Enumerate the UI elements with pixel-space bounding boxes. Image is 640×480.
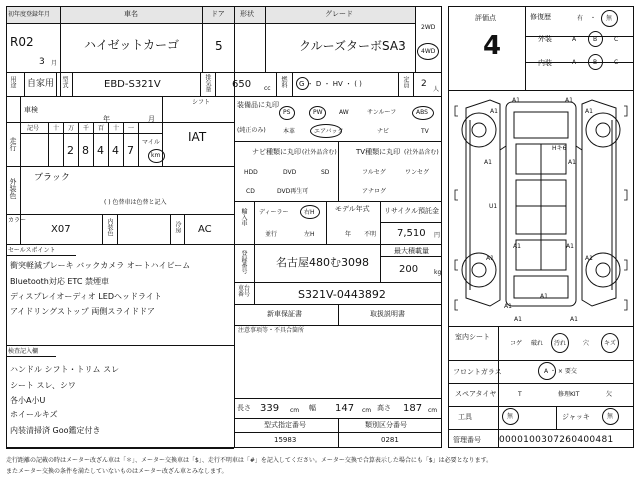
- inspector-note-line: 各小A小U: [10, 396, 46, 405]
- reg-year-value: R02: [10, 35, 34, 49]
- seat-burn: コゲ: [510, 340, 523, 347]
- width-label: 幅: [309, 404, 316, 412]
- digit-header-man: 万: [68, 125, 75, 132]
- mileage-mile-unit: マイル: [142, 139, 160, 146]
- exterior-grade-b: B: [593, 36, 598, 43]
- damage-mark: A1: [512, 97, 520, 104]
- repair-label: 修復歴: [530, 13, 551, 21]
- exterior-grade-a: A: [572, 36, 577, 43]
- usage-value: 自家用: [27, 79, 55, 89]
- sales-point-line: 衝突軽減ブレーキ バックカメラ オートハイビーム: [10, 261, 191, 270]
- color-code-label: カラー: [8, 217, 27, 224]
- equipment-title: 装備品に丸印: [237, 101, 279, 109]
- inspector-notes-label: 検査記入欄: [8, 348, 39, 355]
- notes-label: 注意事項等・不具合箇所: [238, 327, 305, 334]
- chassis-label: 車台番号: [238, 285, 251, 298]
- plate-value: 名古屋480む3098: [276, 256, 369, 269]
- height-value: 187: [403, 403, 423, 414]
- sales-point-line: ディスプレイオーディオ LEDヘッドライト: [10, 292, 162, 301]
- length-value: 339: [260, 403, 280, 414]
- sales-points-label: セールスポイント: [8, 247, 56, 254]
- drive-4wd-label: 4WD: [421, 48, 436, 55]
- digit-header-ichi: 一: [128, 125, 135, 132]
- damage-mark: A1: [486, 255, 494, 262]
- damage-mark: A1: [585, 108, 593, 115]
- equip-ps: PS: [283, 109, 291, 116]
- damage-mark: A1: [513, 243, 521, 250]
- reg-month-value: 3: [39, 57, 45, 67]
- model-year-unit: 年: [345, 231, 352, 238]
- equip-leather: 本革: [283, 128, 296, 135]
- model-label: 型式: [61, 76, 68, 88]
- management-value: 0000100307260400481: [499, 435, 614, 445]
- footer-line-2: またメーター交換の条件を満たしていないものはメーター改ざん車とみなします。: [6, 468, 228, 475]
- drive-2wd-label: 2WD: [421, 24, 436, 31]
- shape-label: 形状: [240, 10, 254, 18]
- management-label: 管理番号: [453, 436, 481, 444]
- cc-unit: cc: [264, 85, 271, 92]
- exterior-note: ( ) 色替車は色替と記入: [104, 199, 167, 206]
- model-year-label: モデル年式: [335, 205, 370, 213]
- interior-grade-c: C: [614, 59, 619, 66]
- recycle-value: 7,510: [397, 228, 426, 239]
- damage-mark: A1: [566, 243, 574, 250]
- reg-year-label: 初年度登録年月: [8, 11, 51, 18]
- height-label: 高さ: [377, 404, 391, 412]
- import-left: 左H: [304, 231, 315, 238]
- mileage-digit: 4: [112, 144, 119, 157]
- door-label: ドア: [211, 10, 225, 18]
- inspector-note-line: シート スレ、シワ: [10, 381, 76, 390]
- mileage-digit: 2: [67, 144, 74, 157]
- car-name-value: ハイゼットカーゴ: [84, 38, 180, 52]
- width-value: 147: [335, 403, 355, 414]
- month-unit: 月: [51, 60, 58, 67]
- type-no-value: 15983: [274, 436, 297, 444]
- exterior-color-value: ブラック: [34, 173, 70, 183]
- model-value: EBD-S321V: [104, 79, 161, 90]
- right-panel-frame: [448, 6, 634, 448]
- interior-grade-a: A: [572, 59, 577, 66]
- exterior-grade-c: C: [614, 36, 619, 43]
- width-unit: cm: [362, 407, 372, 414]
- inspector-note-line: ホイールキズ: [10, 410, 58, 419]
- seat-scratch: キズ: [604, 340, 616, 347]
- sales-point-line: アイドリングストップ 両側スライドドア: [10, 307, 155, 316]
- recycle-label: リサイクル預託金: [384, 207, 440, 215]
- digit-header-10man: 十: [53, 125, 60, 132]
- digit-header-sen: 千: [83, 125, 90, 132]
- mileage-digit: 7: [127, 144, 134, 157]
- inspection-label: 車検: [24, 106, 38, 114]
- type-no-label: 型式指定番号: [264, 421, 306, 429]
- front-glass-options: A ・ × 要交: [544, 368, 577, 375]
- recycle-unit: 円: [434, 232, 441, 239]
- digit-header-juu: 十: [113, 125, 120, 132]
- inspector-note-line: 内装清掃済 Goo鑑定付き: [10, 426, 101, 435]
- length-label: 長さ: [237, 404, 251, 412]
- new-car-warranty: 新車保証書: [267, 310, 302, 318]
- jack-none: 無: [607, 413, 614, 420]
- max-load-value: 200: [399, 264, 419, 275]
- max-load-unit: kg: [434, 269, 442, 276]
- capacity-unit: 人: [433, 86, 440, 93]
- navi-dvd-play: DVD再生可: [277, 188, 309, 195]
- damage-mark: A1: [540, 293, 548, 300]
- spare-kit: 修理KIT: [558, 391, 580, 398]
- equip-airbag: エアバック: [314, 128, 344, 135]
- navi-hdd: HDD: [244, 169, 258, 176]
- damage-mark: U1: [489, 203, 498, 210]
- class-no-value: 0281: [381, 436, 399, 444]
- tv-analog: アナログ: [362, 188, 387, 195]
- interior-grade-label: 内装: [538, 59, 552, 67]
- displacement-label: 排気量: [204, 74, 211, 92]
- navi-sub: (社外品含む): [302, 149, 337, 156]
- digit-header-hyaku: 百: [98, 125, 105, 132]
- damage-mark: A1: [568, 159, 576, 166]
- tv-sub: (社外品含む): [404, 149, 439, 156]
- damage-mark: A1: [570, 316, 578, 323]
- equip-aw: AW: [339, 109, 349, 116]
- inspector-note-line: ハンドル シフト・トリム スレ: [10, 365, 120, 374]
- class-no-label: 類別区分番号: [365, 421, 407, 429]
- model-year-unknown: 不明: [364, 231, 377, 238]
- score-value: 4: [483, 31, 502, 61]
- digit-header-sign: 記号: [27, 125, 40, 132]
- spare-t: T: [518, 391, 522, 398]
- fuel-options: G ・ D ・ HV ・ ( ): [299, 80, 362, 88]
- displacement-value: 650: [232, 79, 252, 90]
- mileage-digit: 4: [97, 144, 104, 157]
- tv-oneseg: ワンセグ: [405, 169, 430, 176]
- damage-mark: A1: [490, 108, 498, 115]
- damage-mark: A1: [504, 303, 512, 310]
- navi-cd: CD: [246, 188, 255, 195]
- mileage-km-unit: km: [151, 152, 161, 159]
- equip-navi: ナビ: [377, 128, 390, 135]
- equip-tv: TV: [421, 128, 429, 135]
- tv-fullseg: フルセグ: [362, 169, 386, 176]
- length-unit: cm: [290, 407, 300, 414]
- score-label: 評価点: [475, 14, 496, 22]
- exterior-grade-label: 外装: [538, 35, 552, 43]
- inspection-year-unit: 年: [103, 115, 110, 123]
- interior-grade-b: B: [593, 59, 598, 66]
- repair-none: 無: [606, 15, 613, 22]
- tv-title: TV種類に丸印: [356, 148, 401, 156]
- grade-label: グレード: [325, 10, 353, 18]
- grade-value: クルーズターボSA3: [299, 39, 406, 53]
- height-unit: cm: [428, 407, 438, 414]
- navi-title: ナビ種類に丸印: [252, 148, 301, 156]
- fuel-label: 燃料: [280, 76, 287, 88]
- exterior-label: 外装色: [9, 178, 17, 199]
- import-label: 輸入車: [240, 208, 247, 226]
- equip-abs: ABS: [416, 109, 428, 116]
- repair-yes: 有: [577, 15, 584, 22]
- import-right: 右H: [304, 209, 315, 216]
- spare-none: 欠: [606, 391, 613, 398]
- seat-tear: 破れ: [531, 340, 544, 347]
- plate-label: 登録番号: [240, 250, 247, 274]
- damage-mark: A1: [585, 255, 593, 262]
- ac-value: AC: [198, 224, 212, 235]
- max-load-label: 最大積載量: [394, 247, 429, 255]
- mileage-label: 走行: [9, 137, 17, 151]
- sales-point-line: Bluetooth対応 ETC 禁煙車: [10, 277, 109, 286]
- repair-dot: ・: [590, 15, 597, 22]
- equipment-subtitle: (純正のみ): [237, 127, 266, 134]
- inspection-month-unit: 月: [148, 115, 155, 123]
- damage-mark: A1: [565, 97, 573, 104]
- tools-label: 工具: [458, 413, 472, 421]
- jack-label: ジャッキ: [562, 413, 590, 421]
- damage-mark: Hキ6: [552, 145, 567, 152]
- equip-pw: PW: [313, 109, 323, 116]
- color-code-value: X07: [51, 224, 71, 235]
- shift-label: シフト: [192, 99, 211, 106]
- seat-hole: 穴: [583, 340, 590, 347]
- navi-dvd: DVD: [283, 169, 297, 176]
- import-dealer: ディーラー: [259, 209, 289, 216]
- usage-label: 用途: [9, 76, 16, 88]
- doors-value: 5: [215, 39, 223, 53]
- capacity-label: 定員: [402, 76, 409, 88]
- interior-color-label: 内装色: [106, 218, 113, 236]
- spare-label: スペアタイヤ: [455, 390, 497, 398]
- shift-value: IAT: [188, 130, 207, 144]
- footer-line-1: 走行距離の記載の時はメーター改ざん車は「＊」、メーター交換車は「$」、走行不明車は「#」を記入してください。メーター交換で合算表示した場合にも「$」は必要となります。: [6, 457, 493, 464]
- manual: 取扱説明書: [370, 310, 405, 318]
- capacity-value: 2: [421, 79, 427, 89]
- ac-label: 冷房: [174, 221, 181, 233]
- import-parallel: 並行: [265, 231, 278, 238]
- equip-sunroof: サンルーフ: [367, 109, 397, 116]
- damage-mark: A1: [484, 159, 492, 166]
- front-glass-label: フロントガラス: [453, 368, 502, 376]
- seat-stain: 汚れ: [554, 340, 567, 347]
- tools-none: 無: [507, 413, 514, 420]
- interior-seat-label: 室内シート: [455, 333, 490, 341]
- chassis-value: S321V-0443892: [298, 288, 386, 301]
- car-name-label: 車名: [124, 10, 138, 18]
- damage-mark: A1: [514, 316, 522, 323]
- navi-sd: SD: [321, 169, 330, 176]
- mileage-digit: 8: [82, 144, 89, 157]
